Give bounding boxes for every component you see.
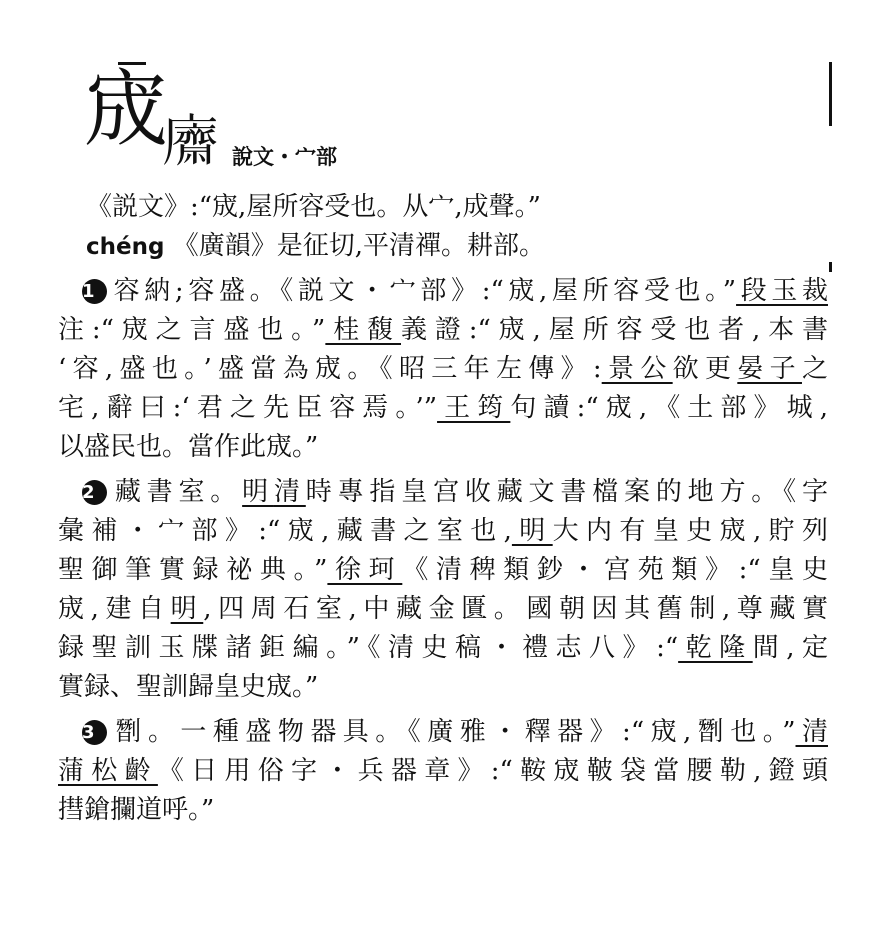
proper-name: 明: [242, 477, 274, 507]
proper-name: 乾隆: [678, 633, 753, 663]
text-run: 録聖訓玉牒諸鉅編。”《清史稿・禮志八》:“: [58, 633, 679, 663]
text-run: 宅,辭曰:‘君之先臣容焉。’”: [58, 393, 438, 423]
proper-name: 桂馥: [325, 315, 401, 345]
proper-name: 段玉裁: [736, 276, 828, 306]
margin-mark: [829, 262, 832, 272]
sense-line: [58, 668, 828, 707]
text-run: 義證:“宬,屋所容受也者,本書: [401, 315, 828, 345]
seal-source-label: 說文・宀部: [232, 144, 337, 169]
text-run: ‘容,盛也。’盛當為宬。《昭三年左傳》:: [58, 354, 602, 384]
sense-line: [58, 551, 828, 590]
proper-name: 晏子: [737, 354, 802, 384]
text-run: 實録、聖訓歸皇史宬。”: [58, 672, 319, 702]
pronunciation-detail: 《廣韻》是征切,平清禪。耕部。: [172, 231, 545, 261]
sense-line: [58, 629, 828, 668]
sense-number-badge: 3: [82, 720, 107, 745]
headword: 宬: [84, 60, 167, 158]
text-run: 《清稗類鈔・宫苑類》:“皇史: [402, 555, 828, 585]
sense-line: [58, 590, 828, 629]
text-run: 大内有皇史宬,貯列: [552, 516, 828, 546]
text-run: 容納;容盛。《説文・宀部》:“宬,屋所容受也。”: [109, 276, 737, 306]
text-run: ,四周石室,中藏金匱。國朝因其舊制,尊藏實: [203, 594, 828, 624]
proper-name: 蒲松齡: [58, 756, 158, 786]
sense-line: [58, 428, 828, 467]
proper-name: 明: [170, 594, 204, 624]
proper-name: 明: [511, 516, 553, 546]
sense-line: [58, 791, 828, 830]
text-run: 句讀:“宬,《土部》城,: [510, 393, 828, 423]
text-run: 宬,建自: [58, 594, 171, 624]
margin-rule: [829, 62, 832, 126]
text-run: 間,定: [752, 633, 828, 663]
sense-3: [58, 713, 828, 830]
text-run: 《日用俗字・兵器章》:“鞍宬鞁袋當腰勒,鐙頭: [157, 756, 828, 786]
senses-list: [58, 272, 828, 830]
proper-name: 清: [795, 717, 828, 747]
proper-name: 徐珂: [327, 555, 403, 585]
seal-script-glyph: 𢋿: [162, 110, 218, 175]
text-run: 注:“宬之言盛也。”: [58, 315, 326, 345]
proper-name: 清: [273, 477, 306, 507]
text-run: 彙補・宀部》:“宬,藏書之室也,: [58, 516, 512, 546]
text-run: 時專指皇宫收藏文書檔案的地方。《字: [305, 477, 828, 507]
sense-line: [58, 389, 828, 428]
proper-name: 王筠: [437, 393, 511, 423]
sense-number-badge: 2: [82, 480, 107, 505]
sense-number-badge: 1: [82, 279, 107, 304]
sense-line: [58, 350, 828, 389]
text-run: 㔆。一種盛物器具。《廣雅・釋器》:“宬,㔆也。”: [109, 717, 796, 747]
text-run: 欲更: [672, 354, 738, 384]
proper-name: 景公: [601, 354, 673, 384]
sense-2: [58, 473, 828, 707]
sense-1: [58, 272, 828, 467]
text-run: 㨹鎗攔道呼。”: [58, 795, 215, 825]
pinyin: chéng: [86, 234, 165, 260]
text-run: 藏書室。: [109, 477, 243, 507]
entry-body: [58, 188, 828, 830]
sense-line: [58, 272, 828, 311]
text-run: 以盛民也。當作此宬。”: [58, 432, 319, 462]
sense-line: [58, 473, 828, 512]
sense-line: [58, 311, 828, 350]
sense-line: [58, 713, 828, 752]
shuowen-quote: 《説文》:“宬,屋所容受也。从宀,成聲。”: [86, 192, 541, 222]
sense-line: [58, 752, 828, 791]
text-run: 之: [801, 354, 828, 384]
sense-line: [58, 512, 828, 551]
pronunciation-line: [58, 227, 828, 266]
text-run: 聖御筆實録祕典。”: [58, 555, 328, 585]
